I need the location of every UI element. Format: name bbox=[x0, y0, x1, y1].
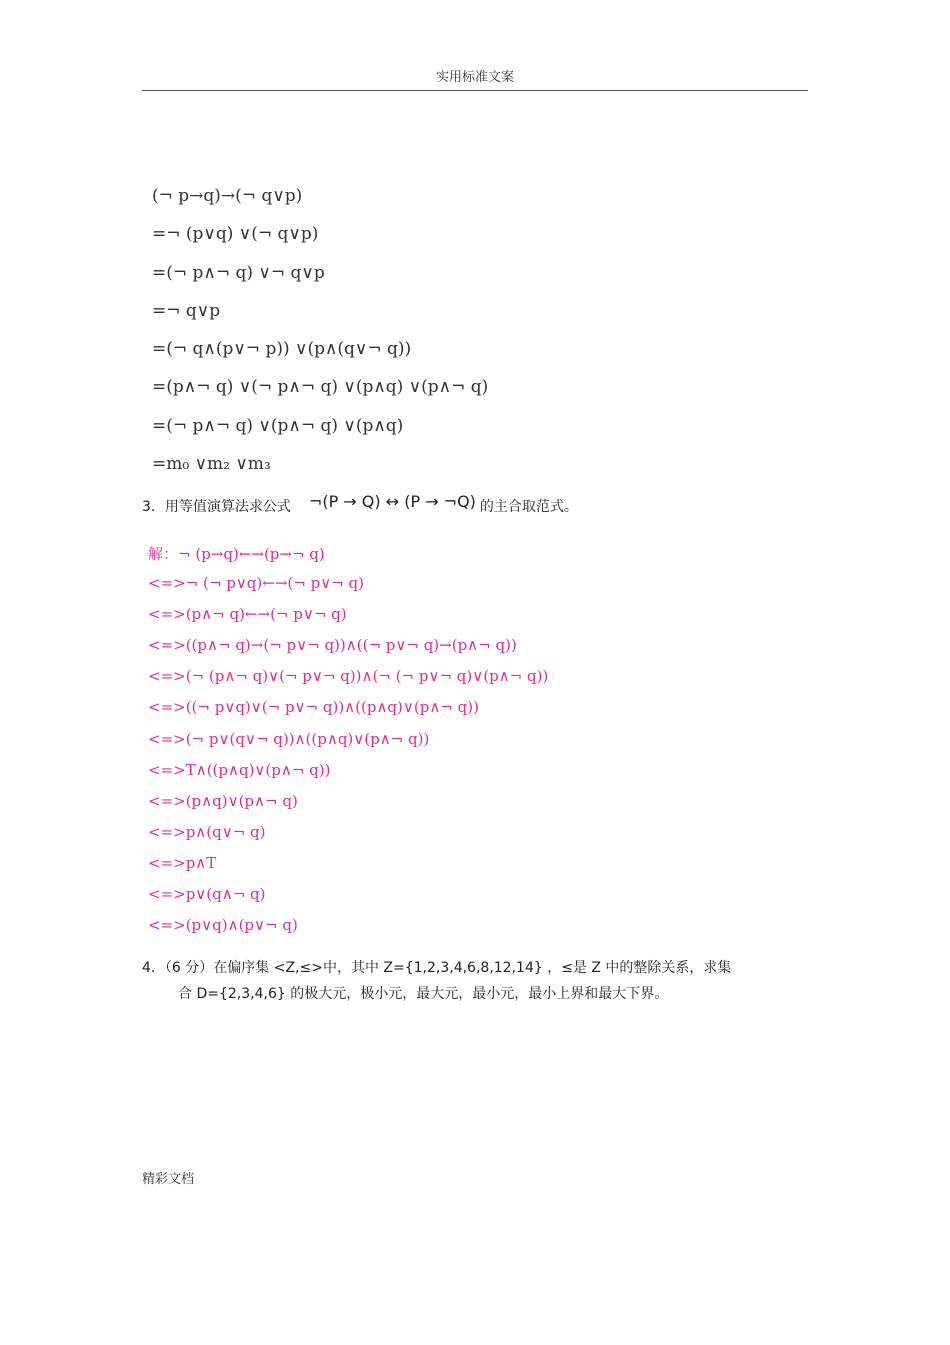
solution-line: <=>(¬ p∨(q∨¬ q))∧((p∧q)∨(p∧¬ q)) bbox=[148, 729, 430, 748]
solution-line: <=>(p∨q)∧(p∨¬ q) bbox=[148, 916, 298, 935]
solution-line: <=>(p∧¬ q)←→(¬ p∨¬ q) bbox=[148, 605, 347, 624]
solution-line: <=>((p∧¬ q)→(¬ p∨¬ q))∧((¬ p∨¬ q)→(p∧¬ q)) bbox=[148, 636, 517, 655]
solution-line: <=>¬ (¬ p∨q)←→(¬ p∨¬ q) bbox=[148, 574, 364, 593]
solution-line: <=>p∧(q∨¬ q) bbox=[148, 822, 266, 841]
solution-line: <=>(p∧q)∨(p∧¬ q) bbox=[148, 791, 298, 810]
solution-line: <=>(¬ (p∧¬ q)∨(¬ p∨¬ q))∧(¬ (¬ p∨¬ q)∨(p∧¬ q)) bbox=[148, 667, 549, 686]
solution-line: <=>p∧T bbox=[148, 853, 217, 872]
solution-line: <=>((¬ p∨q)∨(¬ p∨¬ q))∧((p∧q)∨(p∧¬ q)) bbox=[148, 698, 479, 717]
question-3-prefix: 3．用等值演算法求公式 bbox=[142, 499, 291, 515]
solution-line: <=>p∨(q∧¬ q) bbox=[148, 885, 266, 904]
proof-line: =m₀ ∨m₂ ∨m₃ bbox=[152, 454, 271, 475]
proof-block bbox=[152, 186, 712, 492]
proof-line: =(¬ p∧¬ q) ∨¬ q∨p bbox=[152, 262, 325, 283]
proof-line: =¬ (p∨q) ∨(¬ q∨p) bbox=[152, 224, 319, 245]
page-footer: 精彩文档 bbox=[142, 1172, 195, 1187]
proof-line: =¬ q∨p bbox=[152, 300, 221, 321]
solution-block bbox=[148, 543, 768, 947]
header-rule bbox=[142, 90, 808, 91]
question-3-formula: ¬(P → Q) ↔ (P → ¬Q) bbox=[308, 492, 476, 511]
solution-line: <=>T∧((p∧q)∨(p∧¬ q)) bbox=[148, 760, 331, 779]
proof-line: =(¬ p∧¬ q) ∨(p∧¬ q) ∨(p∧q) bbox=[152, 415, 404, 436]
proof-line: =(p∧¬ q) ∨(¬ p∧¬ q) ∨(p∧q) ∨(p∧¬ q) bbox=[152, 377, 489, 398]
question-3-suffix: 的主合取范式。 bbox=[479, 499, 578, 515]
question-4-line-2: 合 D={2,3,4,6} 的极大元，极小元，最大元，最小元，最小上界和最大下界。 bbox=[178, 986, 669, 1002]
solution-line: 解：¬ (p→q)←→(p→¬ q) bbox=[148, 545, 325, 563]
question-4 bbox=[142, 957, 822, 1009]
page-header: 实用标准文案 bbox=[435, 70, 514, 85]
proof-line: =(¬ q∧(p∨¬ p)) ∨(p∧(q∨¬ q)) bbox=[152, 339, 412, 360]
question-4-line-1: 4．（6 分）在偏序集 <Z,≤>中，其中 Z={1,2,3,4,6,8,12,14} ，≤是 Z 中的整除关系，求集 bbox=[142, 960, 732, 976]
proof-line: (¬ p→q)→(¬ q∨p) bbox=[152, 186, 303, 206]
question-3 bbox=[142, 492, 822, 516]
